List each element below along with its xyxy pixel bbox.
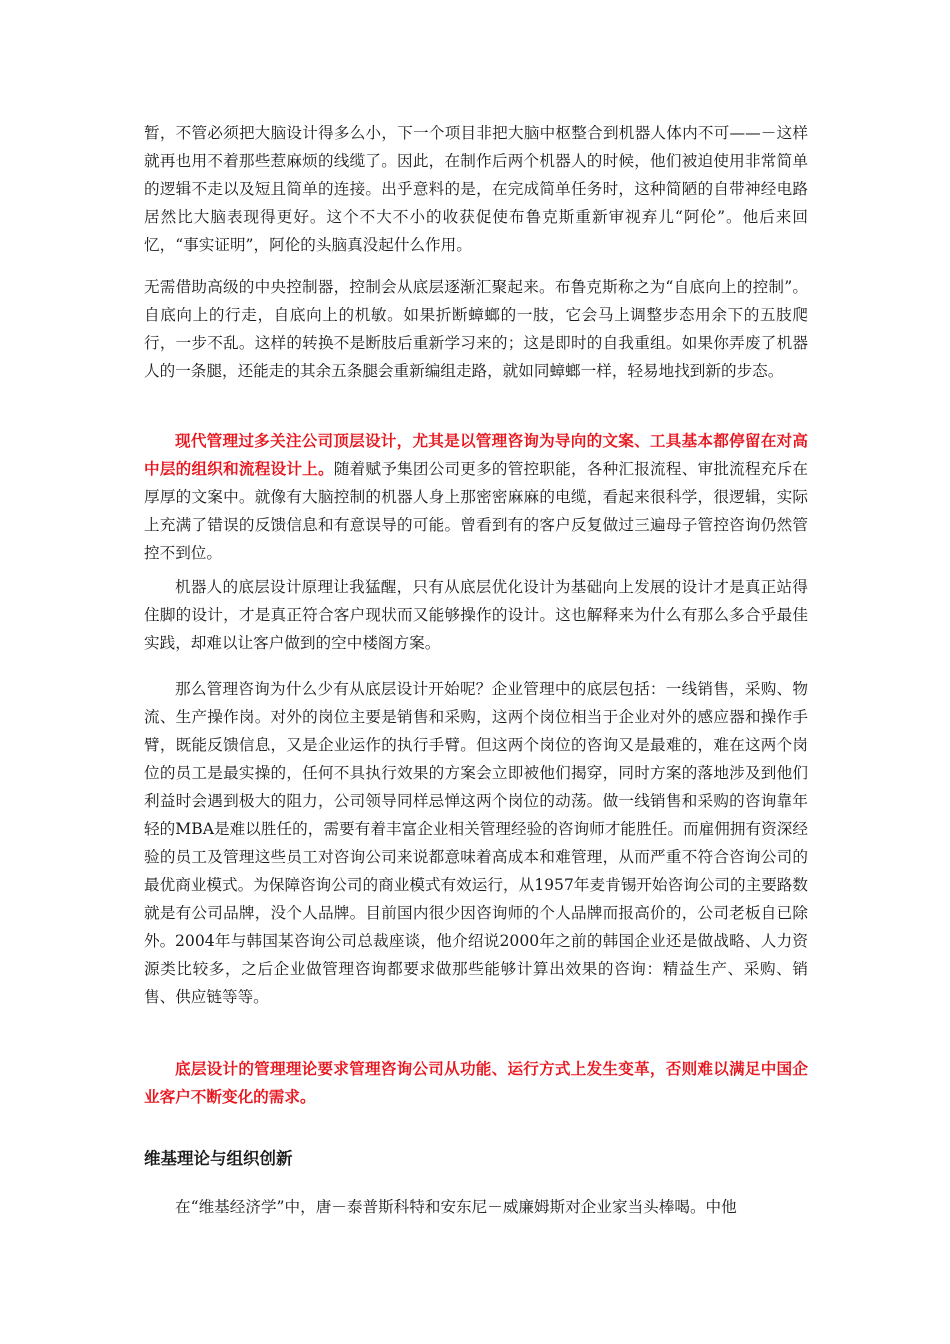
emphasis-top-level-design: 现代管理过多关注公司顶层设计，尤其是以管理咨询为导向的文案、工具基本都停留在对高中层的组织和流程设计上。 [144, 431, 808, 478]
paragraph-top-level-design-body: 随着赋予集团公司更多的管控职能，各种汇报流程、审批流程充斥在厚厚的文案中。就像有大脑控制的机器人身上那密密麻麻的电缆，看起来很科学，很逻辑，实际上充满了错误的反馈信息和有意误导的可能。曾看到有的客户反复做过三遍母子管控咨询仍然管控不到位。 [144, 460, 808, 562]
paragraph-top-level-design [144, 427, 808, 567]
section-heading-wiki-theory: 维基理论与组织创新 [144, 1149, 293, 1168]
paragraph-robot-brain: 暂，不管必须把大脑设计得多么小，下一个项目非把大脑中枢整合到机器人体内不可——－这样就再也用不着那些惹麻烦的线缆了。因此，在制作后两个机器人的时候，他们被迫使用非常简单的逻辑不走以及短且简单的连接。出乎意料的是，在完成简单任务时，这种简陋的自带神经电路居然比大脑表现得更好。这个不大不小的收获促使布鲁克斯重新审视弃儿“阿伦”。他后来回忆，“事实证明”，阿伦的头脑真没起什么作用。 [144, 124, 808, 254]
paragraph-why-consulting-avoids-bottom: 那么管理咨询为什么少有从底层设计开始呢？企业管理中的底层包括：一线销售，采购、物流、生产操作岗。对外的岗位主要是销售和采购，这两个岗位相当于企业对外的感应器和操作手臂，既能反馈信息，又是企业运作的执行手臂。但这两个岗位的咨询又是最难的，难在这两个岗位的员工是最实操的，任何不具执行效果的方案会立即被他们揭穿，同时方案的落地涉及到他们利益时会遇到极大的阻力，公司领导同样忌惮这两个岗位的动荡。做一线销售和采购的咨询靠年轻的MBA是难以胜任的，需要有着丰富企业相关管理经验的咨询师才能胜任。而雇佣拥有资深经验的员工及管理这些员工对咨询公司来说都意味着高成本和难管理，从而严重不符合咨询公司的最优商业模式。为保障咨询公司的商业模式有效运行，从1957年麦肯锡开始咨询公司的主要路数就是有公司品牌，没个人品牌。目前国内很少因咨询师的个人品牌而报高价的，公司老板自已除外。 [144, 680, 808, 950]
paragraph-korea-consulting: 2004年与韩国某咨询公司总裁座谈，他介绍说2000年之前的韩国企业还是做战略、人力资源类比较多，之后企业做管理咨询都要求做那些能够计算出效果的咨询：精益生产、采购、销售、供应链等等。 [144, 932, 808, 1006]
paragraph-bottom-design-principle: 机器人的底层设计原理让我猛醒，只有从底层优化设计为基础向上发展的设计才是真正站得住脚的设计，才是真正符合客户现状而又能够操作的设计。这也解释来为什么有那么多合乎最佳实践，却难以让客户做到的空中楼阁方案。 [144, 578, 808, 652]
paragraph-bottom-design-conclusion: 底层设计的管理理论要求管理咨询公司从功能、运行方式上发生变革，否则难以满足中国企业客户不断变化的需求。 [144, 1059, 808, 1106]
paragraph-wikinomics: 在“维基经济学”中，唐－泰普斯科特和安东尼－威廉姆斯对企业家当头棒喝。中他 [175, 1198, 737, 1216]
paragraph-bottom-up-control: 无需借助高级的中央控制器，控制会从底层逐渐汇聚起来。布鲁克斯称之为“自底向上的控制”。自底向上的行走，自底向上的机敏。如果折断蟑螂的一肢，它会马上调整步态用余下的五肢爬行，一步不乱。这样的转换不是断肢后重新学习来的；这是即时的自我重组。如果你弄废了机器人的一条腿，还能走的其余五条腿会重新编组走路，就如同蟑螂一样，轻易地找到新的步态。 [144, 278, 808, 380]
